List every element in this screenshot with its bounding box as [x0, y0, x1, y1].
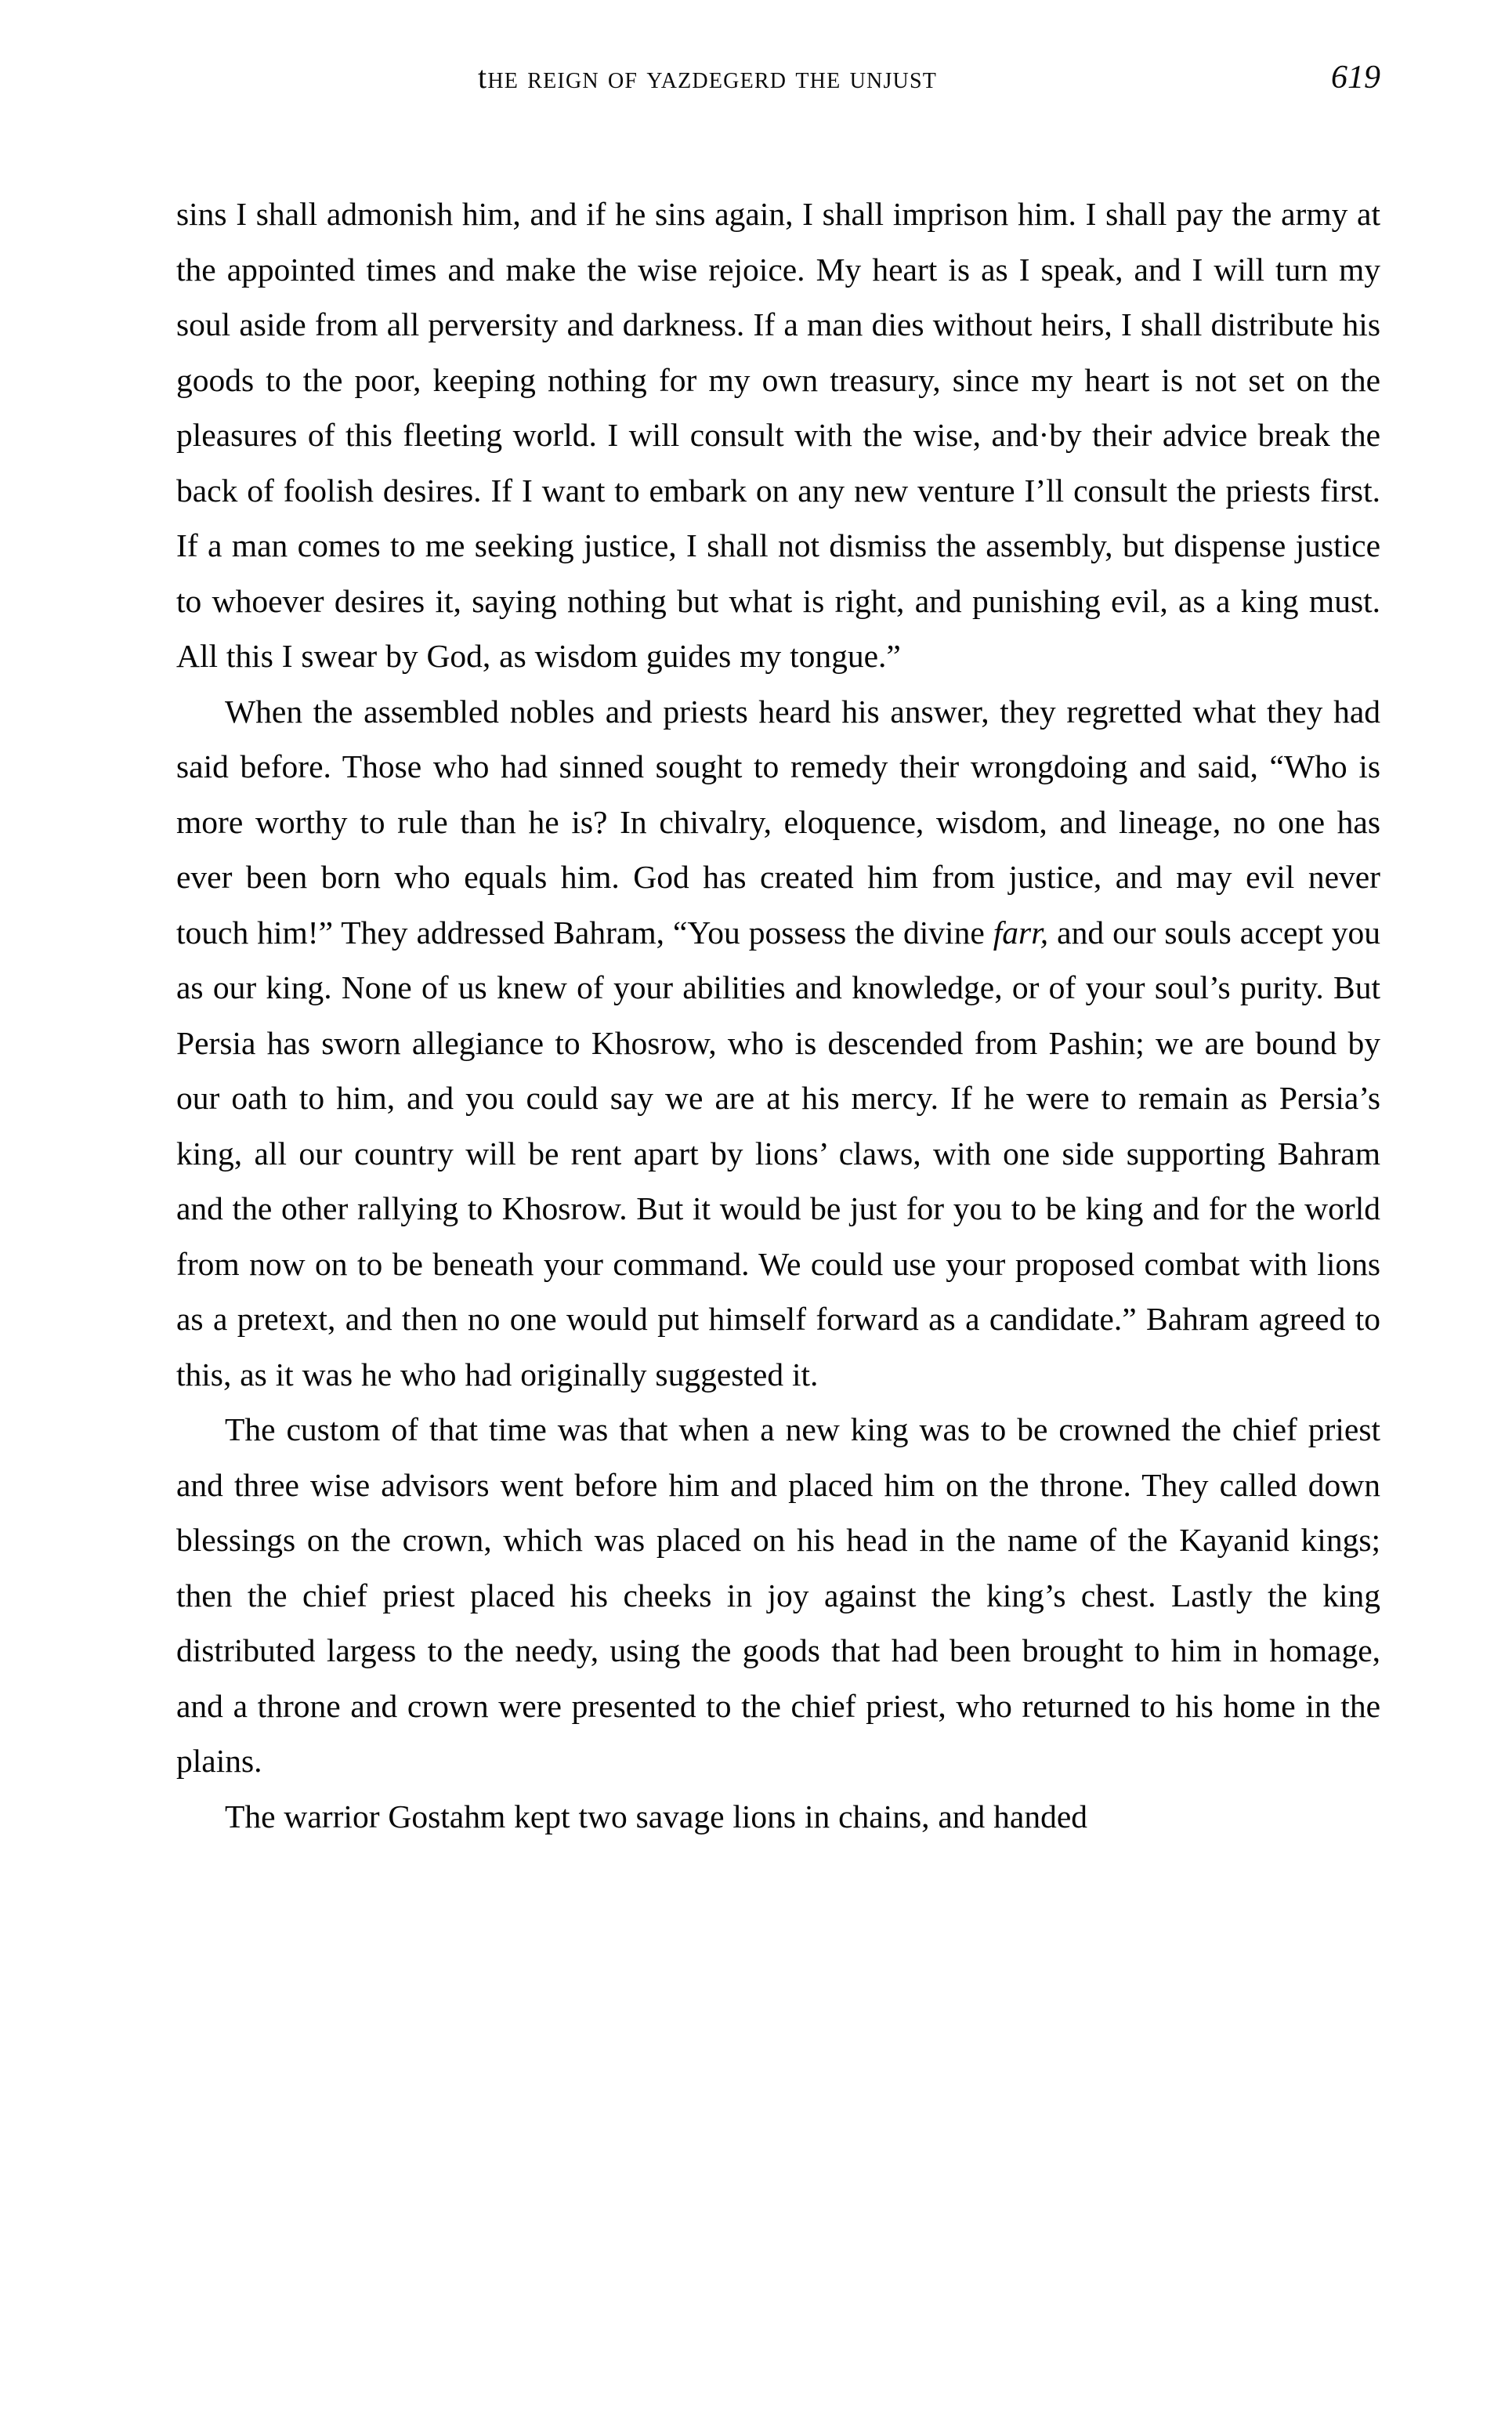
- running-head-title: the reign of yazdegerd the unjust: [478, 60, 938, 95]
- paragraph-3-text: The custom of that time was that when a new king was to be crowned the chief priest and three wise advisors went before him and placed him on the throne. They called down blessings on the crown, which was placed on his head in the name of the Kayanid kings; then the chief priest placed his cheeks in joy against the king’s chest. Lastly the king distributed largess to the needy, using the goods that had been brought to him in homage, and a throne and crown were presented to the chief priest, who returned to his home in the plains.: [176, 1411, 1380, 1779]
- paragraph-2-text-after-italic: and our souls accept you as our king. None of us knew of your abilities and knowledge, or of your soul’s purity. But Persia has sworn allegiance to Khosrow, who is descended from Pashin; we are bound by our oath to him, and you could say we are at his mercy. If he were to remain as Persia’s king, all our country will be rent apart by lions’ claws, with one side supporting Bahram and the other rallying to Khosrow. But it would be just for you to be king and for the world from now on to be beneath your command. We could use your proposed combat with lions as a pretext, and then no one would put himself forward as a candidate.” Bahram agreed to this, as it was he who had originally suggested it.: [176, 914, 1381, 1393]
- paragraph-1: [176, 187, 1380, 684]
- page-number: 619: [1331, 60, 1380, 96]
- running-head: [176, 61, 1380, 110]
- paragraph-4: [176, 1789, 1380, 1845]
- paragraph-1-text: sins I shall admonish him, and if he sins again, I shall imprison him. I shall pay the army at the appointed times and make the wise rejoice. My heart is as I speak, and I will turn my soul aside from all perversity and darkness. If a man dies without heirs, I shall distribute his goods to the poor, keeping nothing for my own treasury, since my heart is not set on the pleasures of this fleeting world. I will consult with the wise, and·by their advice break the back of foolish desires. If I want to embark on any new venture I’ll consult the priests first. If a man comes to me seeking justice, I shall not dismiss the assembly, but dispense justice to whoever desires it, saying nothing but what is right, and punishing evil, as a king must. All this I swear by God, as wisdom guides my tongue.”: [176, 196, 1380, 674]
- body-text-block: [176, 187, 1380, 1844]
- foreign-term-farr: farr,: [993, 914, 1049, 951]
- paragraph-3: [176, 1402, 1380, 1789]
- paragraph-2: [176, 684, 1380, 1403]
- paragraph-2-text-before-italic: When the assembled nobles and priests heard his answer, they regretted what they had said before. Those who had sinned sought to remedy their wrongdoing and said, “Who is more worthy to rule than he is? In chivalry, eloquence, wisdom, and lineage, no one has ever been born who equals him. God has created him from justice, and may evil never touch him!” They addressed Bahram, “You possess the divine: [176, 693, 1380, 951]
- paragraph-4-text: The warrior Gostahm kept two savage lions in chains, and handed: [225, 1798, 1088, 1834]
